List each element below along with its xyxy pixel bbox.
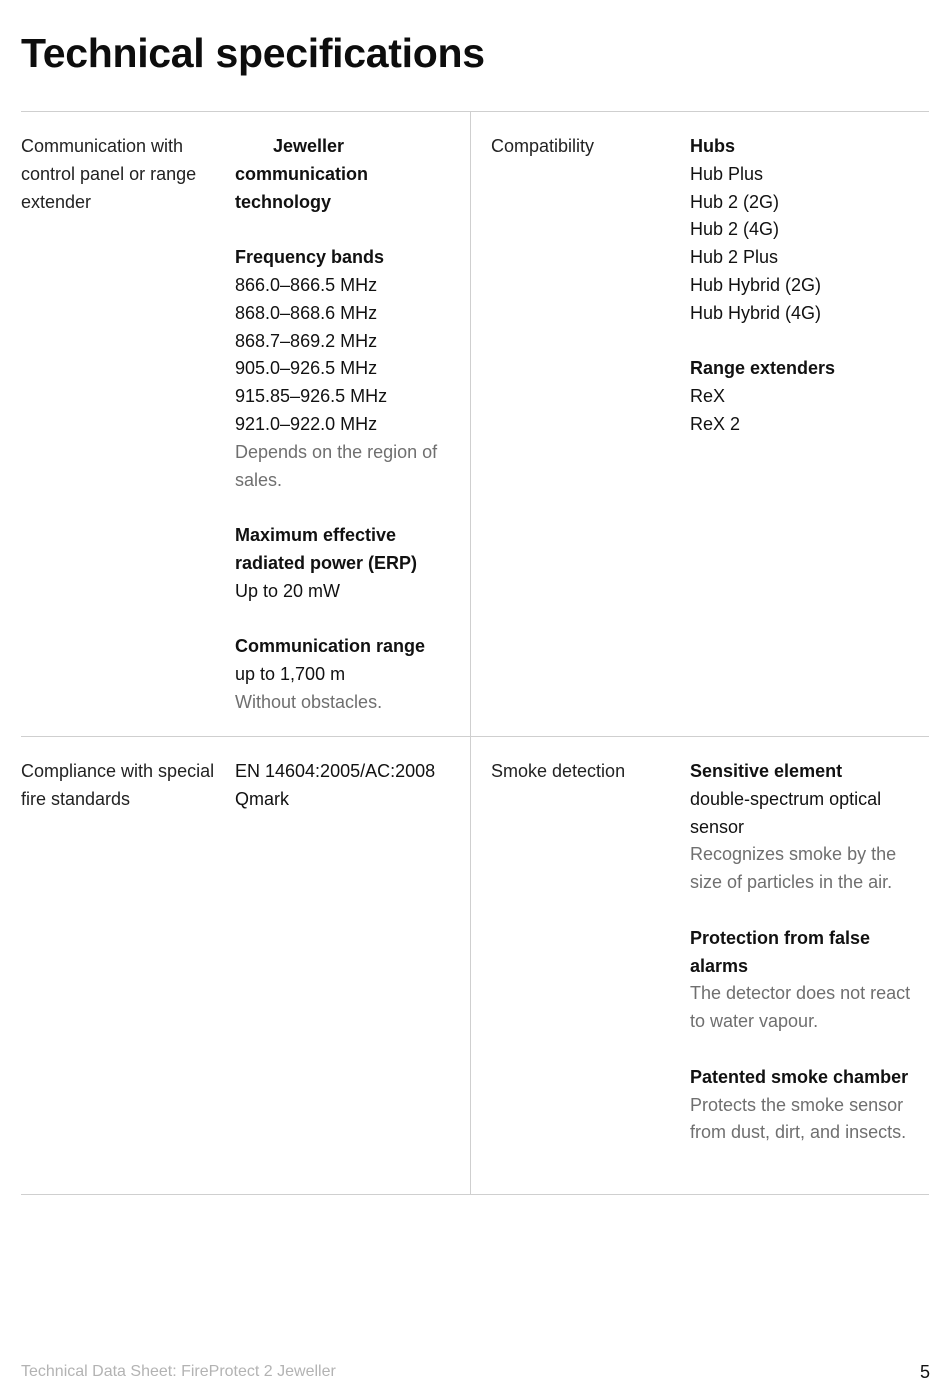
hubs-title: Hubs xyxy=(690,136,735,156)
range-value: up to 1,700 m xyxy=(235,664,346,685)
frequency-band: 921.0–922.0 MHz xyxy=(235,413,378,434)
standard-item: Qmark xyxy=(235,788,289,809)
range-note: Without obstacles. xyxy=(235,691,383,712)
frequency-band: 868.0–868.6 MHz xyxy=(235,302,378,323)
smoke-chamber-title: Patented smoke chamber xyxy=(690,1066,909,1087)
erp-title: Maximum effective radiated power (ERP) xyxy=(235,525,418,573)
frequency-note: Depends on the region of sales. xyxy=(235,441,438,490)
spec-value-compliance xyxy=(235,758,460,814)
hub-item: Hub Plus xyxy=(690,163,764,184)
table-bottom-divider xyxy=(21,1194,929,1195)
row-divider xyxy=(21,736,929,737)
hub-item: Hub 2 Plus xyxy=(690,247,779,268)
standard-item: EN 14604:2005/AC:2008 xyxy=(235,761,436,781)
spec-label-compliance: Compliance with special fire standards xyxy=(21,761,215,809)
hub-item: Hub 2 (4G) xyxy=(690,219,780,240)
spec-value-smoke-detection xyxy=(690,758,930,1147)
spec-label-compatibility: Compatibility xyxy=(491,136,595,156)
frequency-band: 905.0–926.5 MHz xyxy=(235,358,378,379)
frequency-bands-title: Frequency bands xyxy=(235,247,385,268)
footer-document-name: Technical Data Sheet: FireProtect 2 Jeweller xyxy=(21,1363,336,1380)
sensitive-element-value: double-spectrum optical sensor xyxy=(690,788,882,837)
hub-item: Hub Hybrid (4G) xyxy=(690,302,822,323)
false-alarms-title: Protection from false alarms xyxy=(690,927,871,976)
footer-page-number: 5 xyxy=(919,1362,930,1382)
erp-value: Up to 20 mW xyxy=(235,580,341,601)
spec-value-communication xyxy=(235,133,460,717)
page-title: Technical specifications xyxy=(21,30,485,76)
jeweller-title: Jeweller communication technology xyxy=(235,136,369,212)
spec-value-compatibility xyxy=(690,133,930,439)
spec-label-smoke-detection: Smoke detection xyxy=(491,761,626,781)
smoke-chamber-note: Protects the smoke sensor from dust, dirt, and insects. xyxy=(690,1094,907,1143)
frequency-band: 868.7–869.2 MHz xyxy=(235,330,378,351)
range-title: Communication range xyxy=(235,636,426,657)
extender-item: ReX 2 xyxy=(690,413,741,434)
hub-item: Hub 2 (2G) xyxy=(690,191,780,212)
sensitive-element-note: Recognizes smoke by the size of particles in the air. xyxy=(690,844,897,893)
column-divider xyxy=(470,111,471,1194)
range-extenders-title: Range extenders xyxy=(690,358,836,379)
sensitive-element-title: Sensitive element xyxy=(690,761,843,781)
extender-item: ReX xyxy=(690,386,726,407)
false-alarms-note: The detector does not react to water vapour. xyxy=(690,983,911,1032)
hub-item: Hub Hybrid (2G) xyxy=(690,274,822,295)
frequency-band: 866.0–866.5 MHz xyxy=(235,274,378,295)
frequency-band: 915.85–926.5 MHz xyxy=(235,386,388,407)
spec-label-communication: Communication with control panel or range extender xyxy=(21,136,197,212)
table-top-divider xyxy=(21,111,929,112)
